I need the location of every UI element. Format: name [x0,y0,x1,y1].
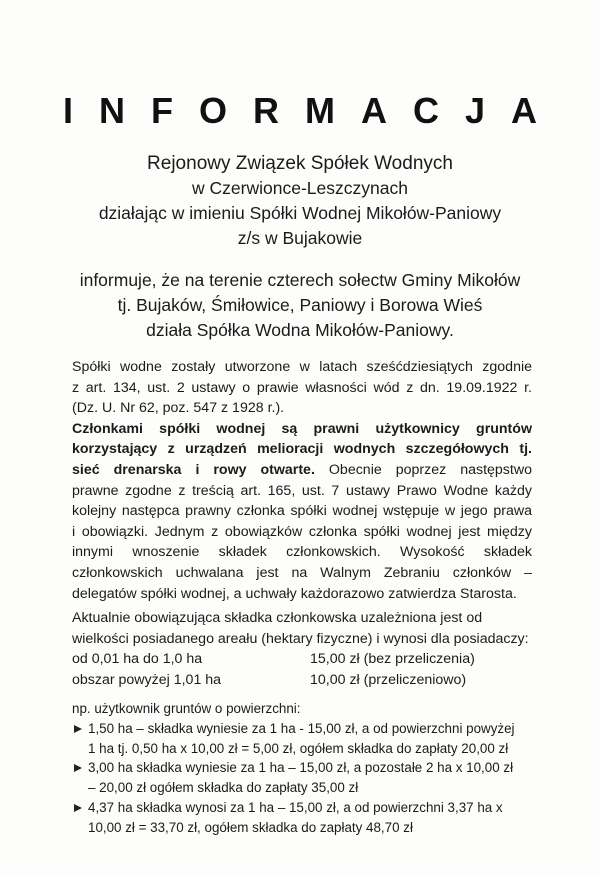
paragraph-line-bold [72,439,532,460]
paragraph-line: i obowiązki. Jednym z obowiązków członka spółki wodnej jest między [72,523,532,540]
example-line: 1,50 ha – składka wyniesie za 1 ha - 15,00 zł, a od powierzchni powyżej [88,720,515,736]
paragraph-line-bold [72,419,532,440]
paragraph-line: Spółki wodne zostały utworzone w latach sześćdziesiątych zgodnie [72,359,532,375]
intro-line-3: działa Spółka Wodna Mikołów-Paniowy. [146,320,454,340]
fee-range: obszar powyżej 1,01 ha [72,671,222,688]
fee-range: od 0,01 ha do 1,0 ha [72,651,203,668]
bold-text: Członkami spółki wodnej są prawni użytkownicy gruntów [72,420,532,437]
paragraph-line: z art. 134, ust. 2 ustawy o prawie własności wód z dn. 19.09.1922 r. [72,379,532,396]
example-item [72,798,532,838]
fee-row [72,649,542,670]
triangle-bullet-icon [74,804,82,812]
example-line: 1 ha tj. 0,50 ha x 10,00 zł = 5,00 zł, ogółem składka do zapłaty 20,00 zł [88,740,509,756]
fee-amount: 10,00 zł (przeliczeniowo) [310,671,467,688]
examples-intro: np. użytkownik gruntów o powierzchni: [72,701,301,716]
regular-text: Obecnie poprzez następstwo [314,461,532,478]
issuer-acting: działając w imieniu Spółki Wodnej Mikołów-Paniowy [98,203,502,223]
intro-block [40,268,560,343]
paragraph-line: prawne zgodne z treścią art. 165, ust. 7 ustawy Prawo Wodne każdy [72,482,532,499]
example-line: – 20,00 zł ogółem składka do zapłaty 35,00 zł [88,780,359,796]
issuer-block [40,151,560,251]
example-line: 10,00 zł = 33,70 zł, ogółem składka do zapłaty 48,70 zł [88,819,413,835]
triangle-bullet-icon [74,725,82,733]
paragraph-line: innymi wnoszenie składek członkowskich. Wysokość składek [72,544,532,561]
bold-text: korzystający z urządzeń melioracji wodnych szczegółowych tj. [72,441,532,458]
paragraph-line: kolejny następca prawny członka spółki wodnej wstępuje w jego prawa [72,503,532,520]
paragraph-line: delegatów spółki wodnej, a uchwały każdorazowo zatwierdza Starosta. [72,585,517,602]
fees-section [72,608,542,690]
paragraph-line: członkowskich uchwalana jest na Walnym Zebraniu członków – [72,564,532,581]
document-title: INFORMACJA [63,90,563,131]
issuer-name: Rejonowy Związek Spółek Wodnych [147,153,453,174]
paragraph-line-mixed [72,460,532,481]
fees-line: Aktualnie obowiązująca składka członkowska uzależniona jest od [72,610,483,626]
triangle-bullet-icon [74,764,82,772]
examples-section [72,699,532,838]
example-line: 3,00 ha składka wyniesie za 1 ha – 15,00 zł, a pozostałe 2 ha x 10,00 zł [88,760,514,776]
example-item [72,719,532,759]
main-paragraph [72,357,532,604]
example-line: 4,37 ha składka wynosi za 1 ha – 15,00 zł, a od powierzchni 3,37 ha x [88,799,503,815]
bold-text: sieć drenarska i rowy otwarte. [72,461,315,478]
fees-line: wielkości posiadanego areału (hektary fizyczne) i wynosi dla posiadaczy: [72,630,529,647]
issuer-location: w Czerwionce-Leszczynach [192,178,408,198]
intro-line-1: informuje, że na terenie czterech sołectw Gminy Mikołów [79,270,521,290]
fee-amount: 15,00 zł (bez przeliczenia) [310,651,475,668]
issuer-seat: z/s w Bujakowie [237,228,363,248]
example-item [72,758,532,798]
fee-row [72,670,542,691]
paragraph-line: (Dz. U. Nr 62, poz. 547 z 1928 r.). [72,400,285,417]
intro-line-2: tj. Bujaków, Śmiłowice, Paniowy i Borowa Wieś [117,295,483,315]
